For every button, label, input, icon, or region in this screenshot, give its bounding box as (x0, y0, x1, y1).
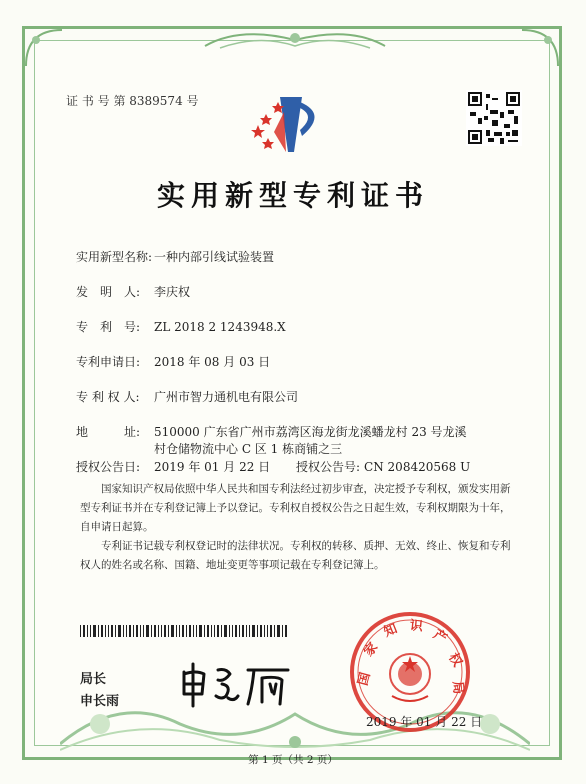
certificate-number: 证 书 号 第 8389574 号 (66, 94, 199, 108)
address-label: 地 址: (76, 425, 141, 439)
patentee-value: 广州市智力通机电有限公司 (154, 390, 299, 404)
director-name: 申长雨 (80, 694, 120, 709)
corner-ornament-top-right (516, 26, 562, 72)
svg-text:权: 权 (445, 650, 465, 670)
grant-date-row (76, 458, 270, 475)
top-ornament (200, 26, 390, 54)
address-line-2: 村仓储物流中心 C 区 1 栋商铺之三 (154, 442, 343, 456)
patent-number-label: 专 利 号: (76, 320, 141, 334)
inventor-label: 发 明 人: (76, 285, 141, 299)
body-paragraph-2: 专利证书记载专利权登记时的法律状况。专利权的转移、质押、无效、终止、恢复和专利权人的姓名或名称、国籍、地址变更等事项记载在专利登记簿上。 (80, 540, 511, 571)
patent-number-value: ZL 2018 2 1243948.X (154, 320, 286, 334)
filing-date-row (76, 353, 270, 370)
utility-model-name-label: 实用新型名称: (76, 250, 153, 264)
address-line-1: 510000 广东省广州市荔湾区海龙街龙溪蟠龙村 23 号龙溪 (154, 425, 467, 439)
grant-number-value: CN 208420568 U (364, 460, 471, 474)
filing-date-label: 专利申请日: (76, 355, 141, 369)
inventor-value: 李庆权 (154, 285, 191, 299)
svg-text:产: 产 (430, 627, 450, 647)
page-number: 第 1 页（共 2 页） (248, 754, 338, 766)
patentee-label: 专 利 权 人: (76, 390, 140, 404)
svg-text:识: 识 (409, 618, 424, 635)
address-row (76, 423, 467, 440)
grant-date-value: 2019 年 01 月 22 日 (154, 460, 271, 474)
page-title: 实用新型专利证书 (156, 179, 429, 212)
director-title: 局长 (80, 672, 107, 687)
utility-model-name-value: 一种内部引线试验装置 (154, 250, 275, 264)
barcode (80, 625, 288, 637)
qr-code-icon (466, 90, 522, 146)
patent-office-logo (250, 92, 330, 158)
svg-text:局: 局 (449, 680, 466, 695)
filing-date-value: 2018 年 08 月 03 日 (154, 355, 271, 369)
grant-number-label: 授权公告号: (296, 460, 361, 474)
seal-date: 2019 年 01 月 22 日 (366, 715, 483, 729)
director-signature (178, 660, 298, 710)
patentee-row (76, 388, 298, 405)
svg-text:家: 家 (361, 639, 382, 660)
grant-date-label: 授权公告日: (76, 460, 141, 474)
body-paragraph-1: 国家知识产权局依照中华人民共和国专利法经过初步审查，决定授予专利权，颁发实用新型专利证书并在专利登记簿上予以登记。专利权自授权公告之日起生效，专利权期限为十年，自申请日起算。 (80, 483, 511, 533)
patent-number-row (76, 318, 286, 335)
grant-number-row (296, 458, 470, 475)
svg-text:知: 知 (381, 621, 400, 641)
inventor-row (76, 283, 190, 300)
svg-text:国: 国 (355, 670, 374, 688)
corner-ornament-top-left (22, 26, 68, 72)
utility-model-name-row (76, 248, 274, 265)
